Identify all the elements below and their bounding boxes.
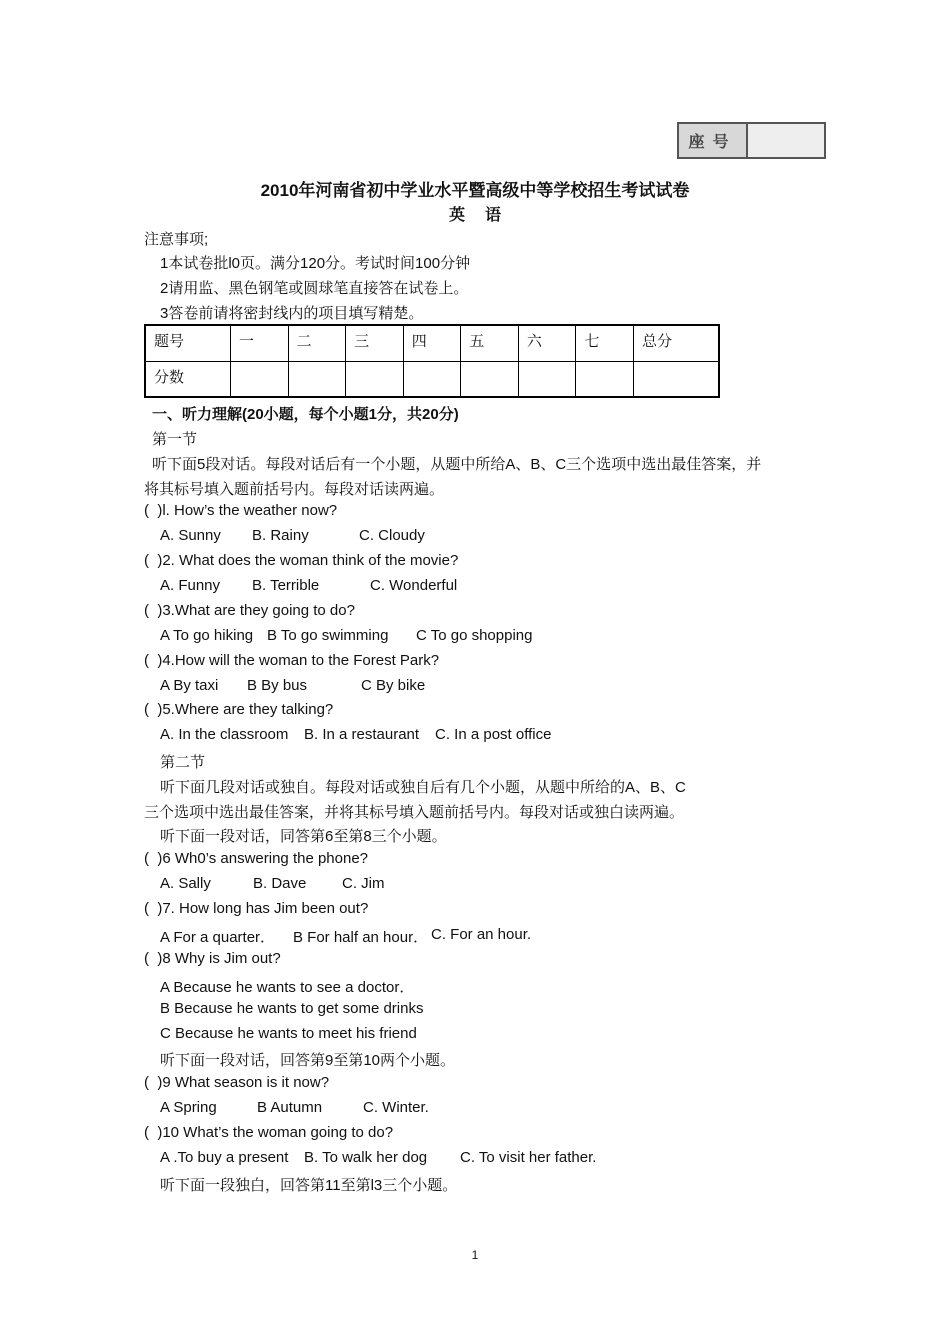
option: C. Wonderful [370, 577, 458, 594]
option: B By bus [247, 677, 308, 694]
instructions: 听下面一段对话，回答第9至第10两个小题。 [160, 1052, 456, 1069]
table-header-cell: 二 [288, 325, 346, 361]
option: C. Winter. [363, 1099, 429, 1116]
option: A. Sally [160, 875, 211, 892]
option: B. Terrible [252, 577, 320, 594]
question: ( )9 What season is it now? [144, 1074, 330, 1091]
question: ( )6 Wh0’s answering the phone? [144, 850, 369, 867]
option: B. In a restaurant [304, 726, 420, 743]
seat-label: 座号 [679, 124, 748, 157]
score-cell[interactable] [461, 361, 519, 397]
option: C. Jim [342, 875, 385, 892]
option: B. Rainy [252, 527, 309, 544]
instructions: 听下面几段对话或独自。每段对话或独自后有几个小题，从题中所给的A、B、C [160, 779, 686, 796]
seat-number-box [677, 122, 826, 159]
option: C By bike [361, 677, 426, 694]
option: C To go shopping [416, 627, 533, 644]
score-cell[interactable] [230, 361, 288, 397]
option: A .To buy a present [160, 1149, 289, 1166]
instructions: 听下面一段独白，回答第11至第l3三个小题。 [160, 1177, 458, 1194]
score-cell[interactable] [403, 361, 461, 397]
score-cell[interactable] [518, 361, 576, 397]
notes-heading: 注意事项; [144, 231, 209, 248]
note-item: 3答卷前请将密封线内的项目填写精楚。 [160, 305, 424, 322]
question: ( )10 What’s the woman going to do? [144, 1124, 394, 1141]
question: ( )2. What does the woman think of the movie? [144, 552, 459, 569]
option: B. Dave [253, 875, 307, 892]
question: ( )3.What are they going to do? [144, 602, 355, 619]
seat-number-field[interactable] [748, 124, 824, 157]
note-item: 1本试卷批l0页。满分120分。考试时间100分钟 [160, 255, 471, 272]
question: ( )7. How long has Jim been out? [144, 900, 369, 917]
option: C. In a post office [435, 726, 552, 743]
option: C. Cloudy [359, 527, 425, 544]
instructions: 听下面5段对话。每段对话后有一个小题，从题中所给A、B、C三个选项中选出最佳答案，并 [152, 456, 762, 473]
table-row [145, 361, 719, 397]
option: A For a quarter． [160, 929, 276, 946]
option: A. Sunny [160, 527, 221, 544]
table-header-cell: 题号 [145, 325, 230, 361]
option: C Because he wants to meet his friend [160, 1025, 417, 1042]
score-cell[interactable] [288, 361, 346, 397]
score-cell[interactable] [576, 361, 634, 397]
table-header-cell: 七 [576, 325, 634, 361]
instructions: 三个选项中选出最佳答案，并将其标号填入题前括号内。每段对话或独白读两遍。 [144, 804, 685, 821]
option: A By taxi [160, 677, 219, 694]
table-header-cell: 五 [461, 325, 519, 361]
instructions: 将其标号填入题前括号内。每段对话读两遍。 [144, 481, 445, 498]
exam-title: 2010年河南省初中学业水平暨高级中等学校招生考试试卷 [260, 181, 690, 200]
option: B For half an hour． [293, 929, 429, 946]
question: ( )4.How will the woman to the Forest Park? [144, 652, 440, 669]
section-heading: 一、听力理解(20小题，每个小题1分，共20分) [152, 406, 459, 423]
table-header-cell: 四 [403, 325, 461, 361]
part-label: 第二节 [160, 754, 206, 771]
part-label: 第一节 [152, 431, 198, 448]
instructions: 听下面一段对话，同答第6至第8三个小题。 [160, 828, 447, 845]
option: C. To visit her father. [460, 1149, 597, 1166]
exam-subject: 英语 [448, 207, 521, 224]
option: B. To walk her dog [304, 1149, 428, 1166]
option: B Autumn [257, 1099, 323, 1116]
score-table [144, 324, 720, 398]
option: A To go hiking [160, 627, 254, 644]
question: ( )l. How’s the weather now? [144, 502, 338, 519]
option: A Because he wants to see a doctor． [160, 979, 415, 996]
table-header-cell: 六 [518, 325, 576, 361]
table-header-cell: 一 [230, 325, 288, 361]
table-row [145, 325, 719, 361]
note-item: 2请用监、黑色钢笔或圆球笔直接答在试卷上。 [160, 280, 469, 297]
option: A. Funny [160, 577, 221, 594]
table-header-cell: 总分 [634, 325, 720, 361]
score-cell[interactable] [346, 361, 404, 397]
page-number: 1 [471, 1248, 479, 1262]
question: ( )8 Why is Jim out? [144, 950, 281, 967]
table-header-cell: 三 [346, 325, 404, 361]
option: B Because he wants to get some drinks [160, 1000, 424, 1017]
option: A. In the classroom [160, 726, 289, 743]
option: C. For an hour. [431, 926, 532, 943]
question: ( )5.Where are they talking? [144, 701, 334, 718]
score-cell[interactable] [634, 361, 720, 397]
table-row-label: 分数 [145, 361, 230, 397]
option: B To go swimming [267, 627, 389, 644]
option: A Spring [160, 1099, 217, 1116]
